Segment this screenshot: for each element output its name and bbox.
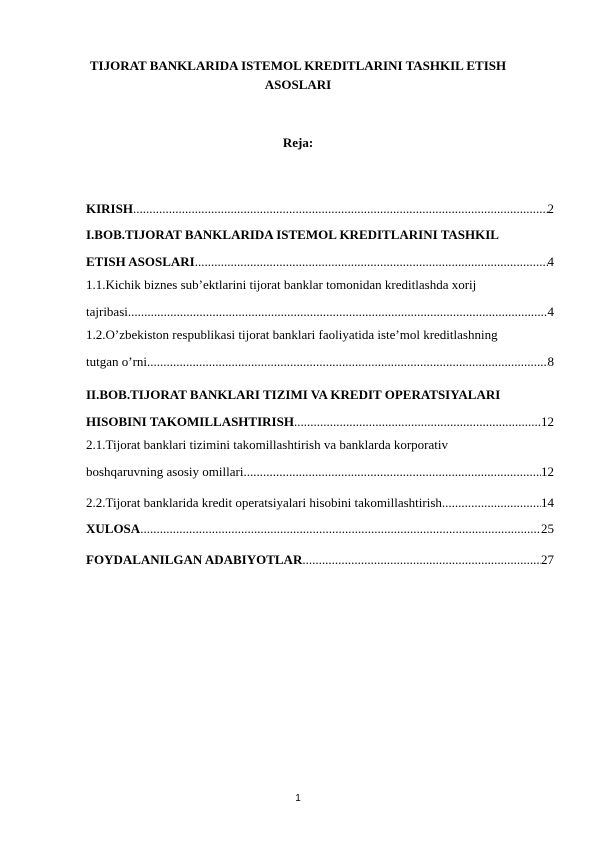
toc-entry-title: HISOBINI TAKOMILLASHTIRISH <box>86 414 294 429</box>
toc-entry-title: tutgan o’rni <box>86 354 148 369</box>
toc-entry-1-1[interactable] <box>86 274 554 322</box>
toc-page-number: 14 <box>541 495 554 510</box>
toc-entry-references[interactable] <box>86 549 554 570</box>
toc-entry-1-2[interactable] <box>86 324 554 372</box>
toc-entry-title: FOYDALANILGAN ADABIYOTLAR <box>86 552 303 567</box>
dot-leader <box>140 518 541 539</box>
toc-page-number: 27 <box>541 552 554 567</box>
toc-page-number: 8 <box>547 354 554 369</box>
toc-entry-title: KIRISH <box>86 201 133 216</box>
footer-page-number: 1 <box>295 793 301 804</box>
toc-entry-title: tajribasi <box>86 304 128 319</box>
toc-entry-title: XULOSA <box>86 521 141 536</box>
toc-page-number: 4 <box>547 254 554 269</box>
toc-page-number: 25 <box>541 521 554 536</box>
dot-leader <box>195 251 548 272</box>
toc-entry-title-line: I.BOB.TIJORAT BANKLARIDA ISTEMOL KREDITLARINI TASHKIL <box>86 227 499 242</box>
toc-entry-title: ETISH ASOSLARI <box>86 254 195 269</box>
toc-page-number: 12 <box>541 464 554 479</box>
toc-entry-title-line: 2.1.Tijorat banklari tizimini takomillashtirish va banklarda korporativ <box>86 437 449 452</box>
toc-entry-title-line: II.BOB.TIJORAT BANKLARI TIZIMI VA KREDIT OPERATSIYALARI <box>86 387 501 402</box>
toc-page-number: 2 <box>547 201 554 216</box>
toc-page-number: 4 <box>547 304 554 319</box>
toc-entry-2-1[interactable] <box>86 434 554 482</box>
toc-entry-title-line: 1.2.O’zbekiston respublikasi tijorat banklari faoliyatida iste’mol kreditlashning <box>86 327 498 342</box>
dot-leader <box>128 301 548 322</box>
toc-entry-chapter-1[interactable] <box>86 224 554 272</box>
document-title <box>60 56 536 94</box>
toc-entry-title-line: 1.1.Kichik biznes sub’ektlarini tijorat banklar tomonidan kreditlashda xorij <box>86 277 477 292</box>
plan-heading: Reja: <box>282 135 314 150</box>
toc-entry-kirish[interactable] <box>86 198 554 219</box>
dot-leader <box>442 492 541 513</box>
toc-entry-2-2[interactable] <box>86 492 554 513</box>
toc-entry-xulosa[interactable] <box>86 518 554 539</box>
document-title-line-1: TIJORAT BANKLARIDA ISTEMOL KREDITLARINI TASHKIL ETISH <box>89 58 507 73</box>
dot-leader <box>133 198 548 219</box>
dot-leader <box>294 411 541 432</box>
toc-entry-title: boshqaruvning asosiy omillari <box>86 464 244 479</box>
dot-leader <box>147 351 547 372</box>
document-title-line-2: ASOSLARI <box>264 77 332 92</box>
toc-entry-chapter-2[interactable] <box>86 384 554 432</box>
toc-entry-title: 2.2.Tijorat banklarida kredit operatsiyalari hisobini takomillashtirish <box>86 495 442 510</box>
toc-page-number: 12 <box>541 414 554 429</box>
dot-leader <box>302 549 541 570</box>
dot-leader <box>243 461 541 482</box>
